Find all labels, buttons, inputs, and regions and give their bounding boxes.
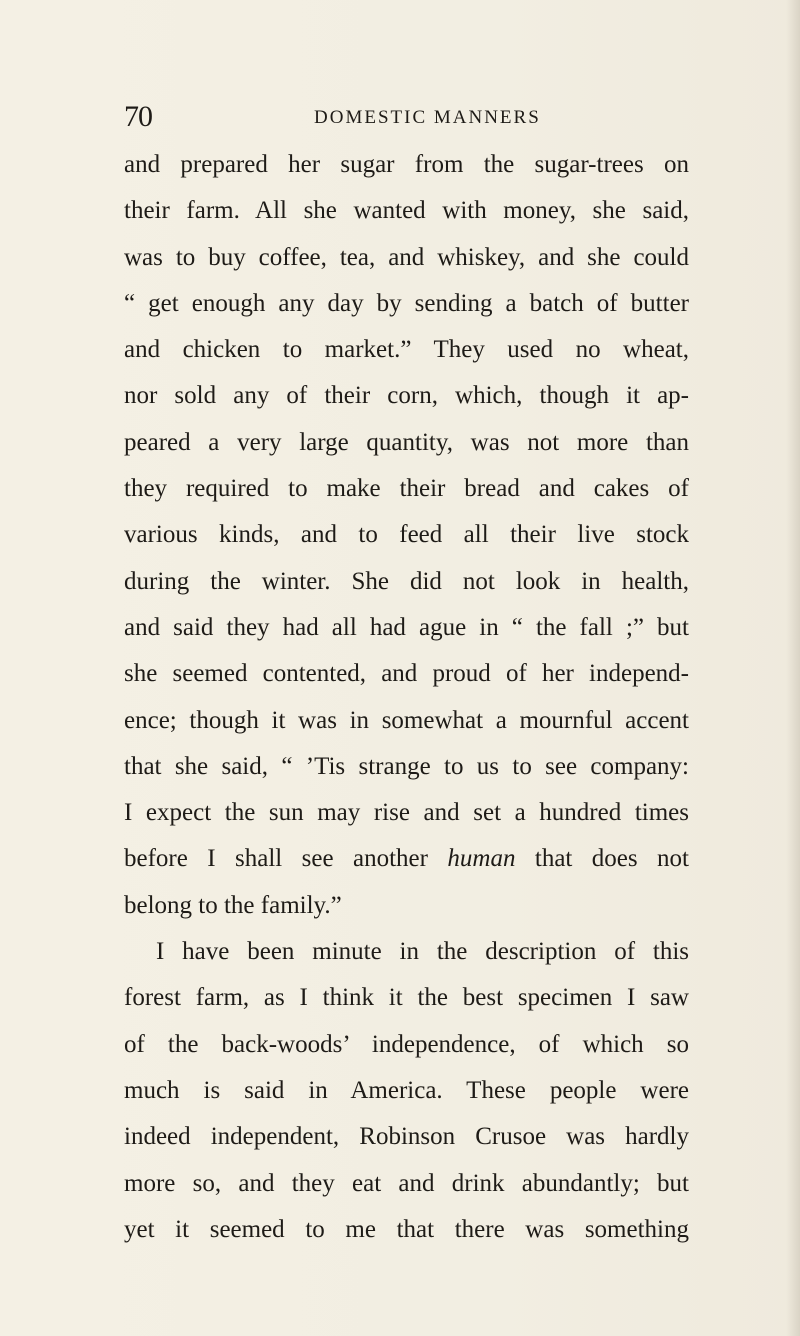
page-edge-shadow [786, 0, 800, 1336]
text-line: was to buy coffee, tea, and whiskey, and she could [124, 243, 689, 271]
emphasized-word: human [447, 845, 516, 873]
text-line: more so, and they eat and drink abundantly; but [124, 1169, 689, 1197]
paragraph-end-line: belong to the family.” [124, 891, 342, 919]
text-line: much is said in America. These people were [124, 1076, 689, 1104]
text-line: and said they had all had ague in “ the fall ;” but [124, 613, 689, 641]
page-header [124, 100, 684, 140]
page-number: 70 [124, 100, 152, 133]
text-line: forest farm, as I think it the best specimen I saw [124, 984, 689, 1012]
text-line: yet it seemed to me that there was something [124, 1215, 689, 1243]
text-line-with-emphasis [124, 836, 689, 882]
text-line: “ get enough any day by sending a batch of butter [124, 289, 689, 317]
text-line: ence; though it was in somewhat a mournful accent [124, 706, 689, 734]
line-16-after: that does not [515, 845, 689, 873]
line-16-before: before I shall see another [124, 845, 448, 873]
text-line: indeed independent, Robinson Crusoe was hardly [124, 1123, 689, 1151]
text-line: nor sold any of their corn, which, though it ap- [124, 382, 689, 410]
text-line: various kinds, and to feed all their live stock [124, 521, 689, 549]
text-line: and prepared her sugar from the sugar-trees on [124, 151, 689, 178]
text-line: of the back-woods’ independence, of which so [124, 1030, 689, 1058]
text-line: that she said, “ ’Tis strange to us to see company: [124, 752, 689, 780]
text-line: their farm. All she wanted with money, she said, [124, 197, 689, 225]
text-line: they required to make their bread and cakes of [124, 475, 689, 503]
text-line: peared a very large quantity, was not more than [124, 428, 689, 456]
text-line: and chicken to market.” They used no wheat, [124, 336, 689, 364]
text-line: I expect the sun may rise and set a hundred times [124, 799, 689, 827]
body-text [124, 142, 689, 1253]
text-line: she seemed contented, and proud of her independ- [124, 660, 689, 688]
paragraph-2-first-line: I have been minute in the description of this [156, 938, 689, 966]
text-line: during the winter. She did not look in health, [124, 567, 689, 595]
running-head: DOMESTIC MANNERS [314, 107, 541, 128]
